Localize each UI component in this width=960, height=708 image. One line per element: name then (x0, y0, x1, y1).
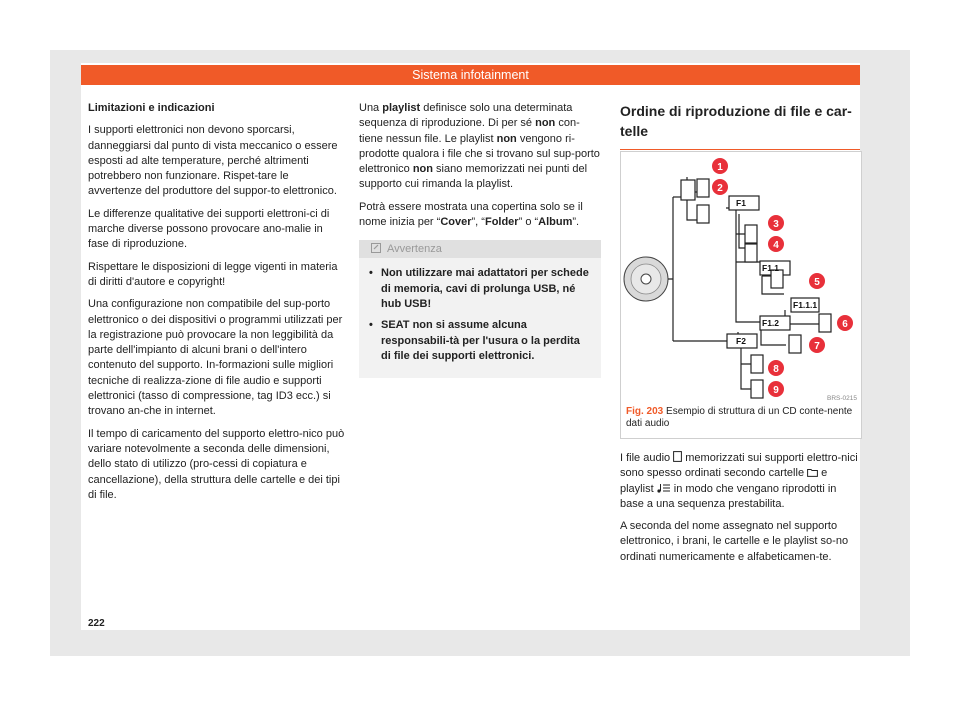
warning-item: • Non utilizzare mai adattatori per schede di memoria, cavi di prolunga USB, né hub USB! (369, 266, 591, 312)
warning-header (359, 240, 601, 258)
paragraph: I supporti elettronici non devono sporcarsi, danneggiarsi dal punto di vista meccanico o essere esposti ad alte temperature, perché altrimenti potrebbero non funzionare. Rispet-tare le avvertenze del produttore del suppor-to elettronico. (88, 124, 338, 198)
badge-number: 3 (773, 219, 779, 230)
paragraph-playlist: Una playlist definisce solo una determinata sequenza di riproduzione. Di per sé non con-tiene nessun file. Le playlist non vengono ri-prodotte qualora i file che si trovano sul sup-porto elettronico non siano memorizzati nei punti del supporto cui rimanda la playlist. (359, 102, 600, 191)
section-heading: Limitazioni e indicazioni (88, 102, 215, 114)
column-3-text (620, 451, 860, 572)
file-box (745, 225, 757, 243)
badge-number: 9 (773, 385, 779, 396)
page-number: 222 (88, 618, 105, 629)
cd-icon (624, 257, 668, 301)
figure-cd-structure (620, 151, 862, 439)
paragraph-cover: Potrà essere mostrata una copertina solo se il nome inizia per “Cover”, “Folder” o “Album”. (359, 200, 583, 229)
badge-number: 5 (814, 277, 820, 288)
file-box (697, 205, 709, 223)
column-3-title (620, 101, 860, 158)
file-box (681, 180, 695, 200)
folder-icon (807, 468, 818, 477)
paragraph: Il tempo di caricamento del supporto elettro-nico può variare notevolmente a seconda delle dimensioni, dello stato di utilizzo (pro-cessi di copiatura e cancellazione), della struttura delle cartelle e dei tipi di file. (88, 427, 345, 501)
badge-number: 6 (842, 319, 848, 330)
caption-text: Esempio di struttura di un CD conte-nente dati audio (626, 406, 853, 429)
folder-label: F1.1 (762, 263, 780, 273)
column-1 (88, 101, 345, 510)
warning-box (359, 240, 601, 378)
file-box (697, 179, 709, 197)
folder-label: F1 (736, 198, 746, 208)
badge-number: 1 (717, 162, 723, 173)
paragraph: Rispettare le disposizioni di legge vigenti in materia di diritti d'autore e copyright! (88, 260, 338, 288)
folder-boxes (681, 179, 831, 398)
paragraph: Le differenze qualitative dei supporti elettroni-ci di marche diverse possono provocare ano-malie in fase di riproduzione. (88, 207, 330, 251)
header-banner: Sistema infotainment (81, 65, 860, 85)
file-box (751, 380, 763, 398)
file-box (751, 355, 763, 373)
badge-number: 7 (814, 341, 820, 352)
column-2 (359, 101, 601, 378)
figure-code: BRS-0215 (827, 395, 857, 402)
warning-title: Avvertenza (387, 243, 442, 256)
badge-number: 8 (773, 364, 779, 375)
paragraph: Una configurazione non compatibile del sup-porto elettronico o dei dispositivi o programmi utilizzati per la registrazione può provocare la non leggibilità da parte dell'impianto di alcuni brani o dell'intero contenuto del supporto. In-formazioni sulle migliori tecniche di realizza-zione di file audio e supporti elettronici (tasso di compressione, tag ID3 ecc.) si trovano an-che in internet. (88, 298, 343, 418)
playlist-icon (657, 483, 671, 493)
figure-caption (626, 406, 856, 430)
tree-diagram (621, 152, 861, 402)
badge-number: 2 (717, 183, 723, 194)
folder-label: F2 (736, 336, 746, 346)
section-title: Ordine di riproduzione di file e car-telle (620, 101, 860, 150)
file-box (819, 314, 831, 332)
folder-label: F1.2 (762, 318, 780, 328)
file-box (789, 335, 801, 353)
audio-file-icon (673, 451, 682, 462)
folder-label: F1.1.1 (793, 300, 818, 310)
file-box (745, 244, 757, 262)
warning-item: • SEAT non si assume alcuna responsabili-tà per l'usura o la perdita di file dei supporti elettronici. (369, 318, 591, 364)
paragraph-order: I file audio memorizzati sui supporti elettro-nici sono spesso ordinati secondo cartelle e playlist in modo che vengano riprodotti in base a una sequenza prestabilita. (620, 452, 858, 510)
paragraph: A seconda del nome assegnato nel supporto elettronico, i brani, le cartelle e le playlist so-no ordinati numericamente e alfabeticamen-te. (620, 520, 849, 563)
note-icon (371, 243, 381, 253)
warning-body (359, 258, 601, 378)
badge-number: 4 (773, 240, 779, 251)
caption-number: Fig. 203 (626, 406, 664, 417)
